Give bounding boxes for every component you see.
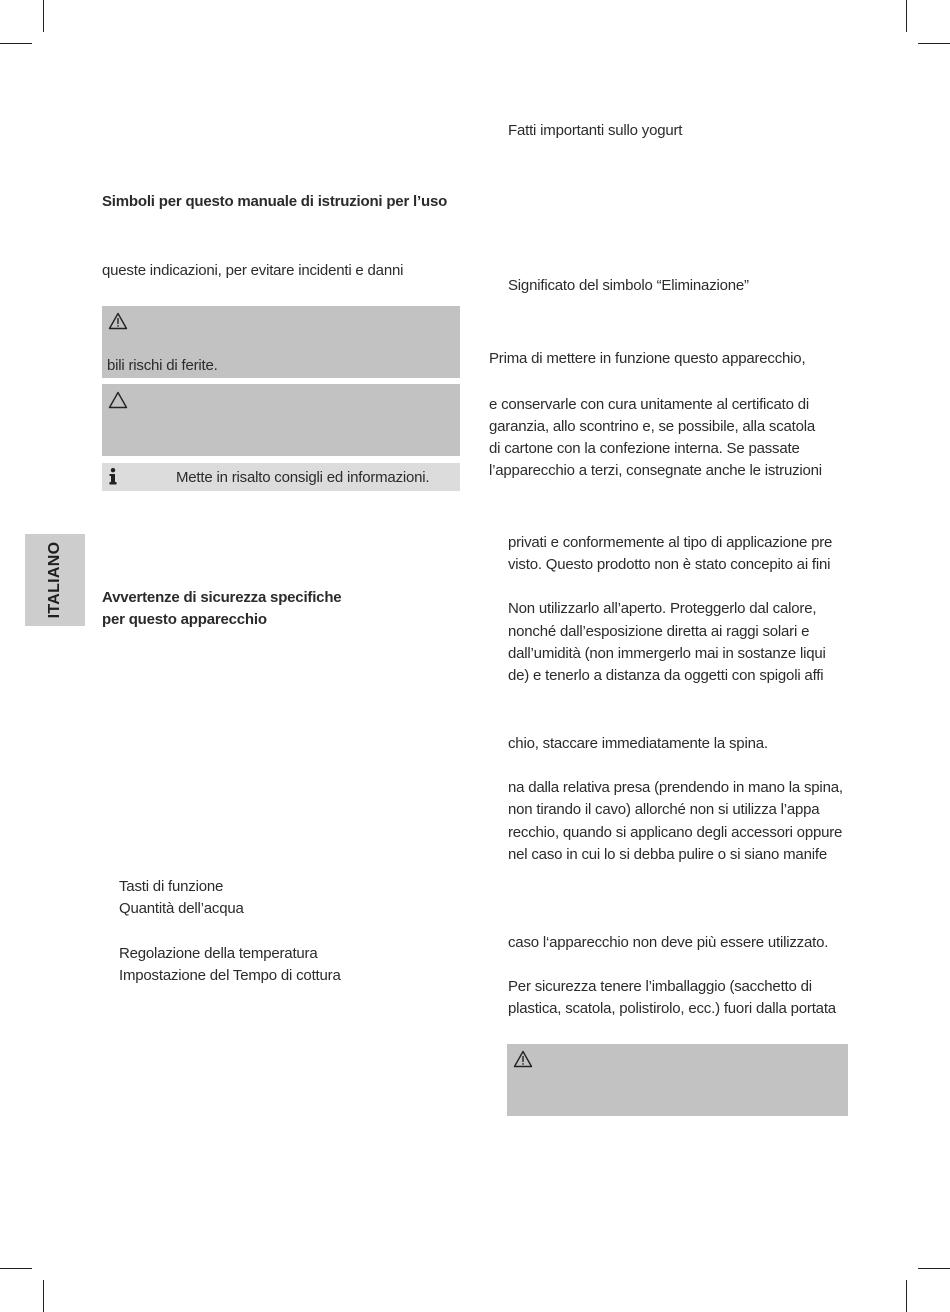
usage-line: visto. Questo prodotto non è stato concepito ai fini — [508, 556, 831, 573]
specific-heading-line-2: per questo apparecchio — [102, 611, 267, 628]
packaging-line: Per sicurezza tenere l’imballaggio (sacchetto di — [508, 978, 812, 995]
info-box — [102, 463, 460, 491]
intro-line: l’apparecchio a terzi, consegnate anche le istruzioni — [489, 462, 822, 479]
crop-mark — [918, 43, 950, 44]
packaging-line: plastica, scatola, polistirolo, ecc.) fuori dalla portata — [508, 1000, 836, 1017]
language-tab-label: ITALIANO — [46, 541, 63, 619]
outdoor-line: dall’umidità (non immergerlo mai in sostanze liqui — [508, 645, 826, 662]
crop-mark — [918, 1268, 950, 1269]
part-label: Regolazione della temperatura — [119, 945, 318, 962]
warning-box-text: bili rischi di ferite. — [107, 357, 218, 374]
crop-mark — [0, 1268, 32, 1269]
intro-line: di cartone con la confezione interna. Se passate — [489, 440, 800, 457]
part-label: Tasti di funzione — [119, 878, 224, 895]
unplug-line: recchio, quando si applicano degli accessori oppure — [508, 824, 843, 841]
warning-box — [102, 306, 460, 378]
warning-triangle-icon — [513, 1050, 533, 1068]
part-label: Quantità dell’acqua — [119, 900, 244, 917]
not-use-line: caso l‘apparecchio non deve più essere utilizzato. — [508, 934, 829, 951]
intro-line: e conservarle con cura unitamente al certificato di — [489, 396, 809, 413]
outdoor-line: de) e tenerlo a distanza da oggetti con spigoli affi — [508, 667, 824, 684]
disposal-meaning-item: Significato del simbolo “Eliminazione” — [508, 277, 749, 294]
unplug-line: non tirando il cavo) allorché non si utilizza l’appa — [508, 801, 820, 818]
caution-box — [102, 384, 460, 456]
info-text: Mette in risalto consigli ed informazioni. — [176, 469, 430, 486]
crop-mark — [906, 1280, 907, 1312]
crop-mark — [906, 0, 907, 32]
info-icon — [108, 468, 118, 486]
unplug-line: nel caso in cui lo si debba pulire o si siano manife — [508, 846, 827, 863]
symbols-heading: Simboli per questo manuale di istruzioni per l’uso — [102, 193, 448, 210]
yogurt-facts-item: Fatti importanti sullo yogurt — [508, 122, 683, 139]
intro-line: Prima di mettere in funzione questo apparecchio, — [489, 350, 806, 367]
usage-line: privati e conformemente al tipo di applicazione pre — [508, 534, 833, 551]
crop-mark — [43, 1280, 44, 1312]
symbols-intro: queste indicazioni, per evitare incidenti e danni — [102, 262, 404, 279]
language-tab — [25, 534, 85, 626]
outdoor-line: Non utilizzarlo all’aperto. Proteggerlo dal calore, — [508, 600, 817, 617]
caution-triangle-icon — [108, 391, 128, 409]
crop-mark — [43, 0, 44, 32]
specific-heading-line-1: Avvertenze di sicurezza specifiche — [102, 589, 342, 606]
plug-line: chio, staccare immediatamente la spina. — [508, 735, 768, 752]
part-label: Impostazione del Tempo di cottura — [119, 967, 341, 984]
crop-mark — [0, 43, 32, 44]
outdoor-line: nonché dall’esposizione diretta ai raggi solari e — [508, 623, 810, 640]
unplug-line: na dalla relativa presa (prendendo in mano la spina, — [508, 779, 843, 796]
warning-triangle-icon — [108, 312, 128, 330]
bottom-warning-box — [507, 1044, 848, 1116]
intro-line: garanzia, allo scontrino e, se possibile, alla scatola — [489, 418, 816, 435]
